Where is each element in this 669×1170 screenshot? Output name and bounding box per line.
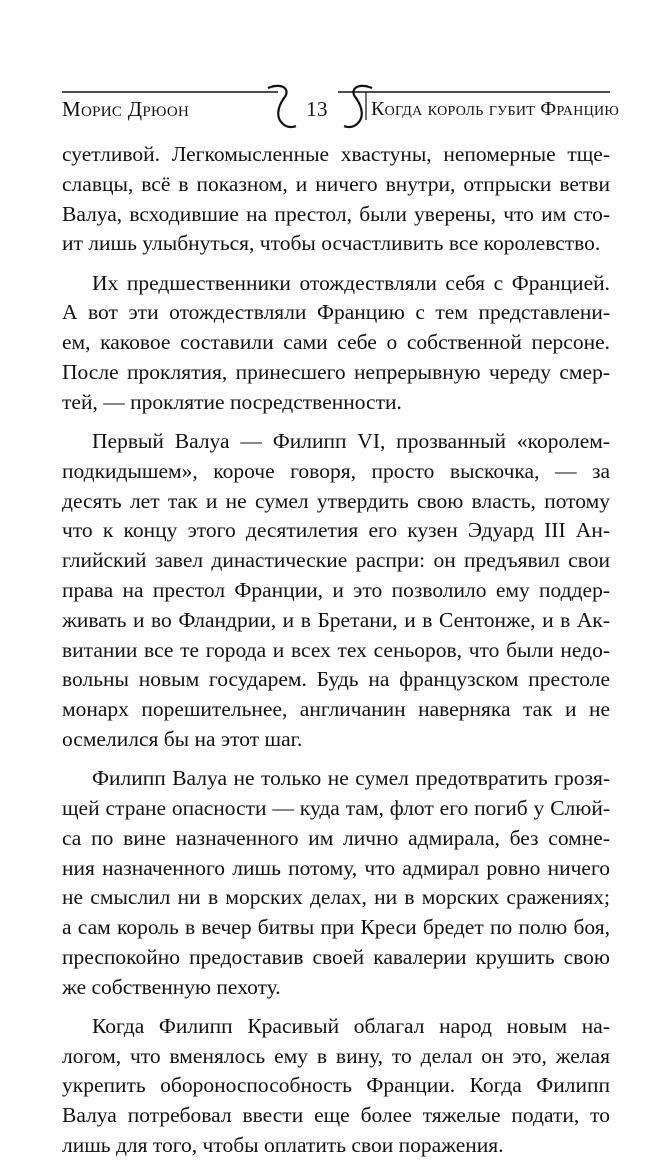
text-line: монарх порешительнее, англичанин наверняка так и не: [62, 697, 610, 722]
paragraph: [62, 269, 610, 418]
text-line: укрепить обороноспособность Франции. Когда Филипп: [62, 1073, 610, 1098]
text-line: живать и во Фландрии, и в Бретани, и в Сентонже, и в Ак-: [62, 607, 610, 632]
text-line: Валуа, всходившие на престол, были уверены, что им сто-: [62, 201, 610, 226]
text-line: витании все те города и всех тех сеньоров, что были недо-: [62, 637, 610, 662]
text-line: славцы, всё в показном, и ничего внутри, отпрыски ветви: [62, 171, 610, 196]
text-line: десять лет так и не сумел утвердить свою власть, потому: [62, 488, 610, 513]
text-line: Валуа потребовал ввести еще более тяжелые подати, то: [62, 1103, 610, 1128]
text-line: а сам король в вечер битвы при Креси бредет по полю боя,: [62, 915, 610, 940]
text-line: ния назначенного лишь потому, что адмирал ровно ничего: [62, 855, 610, 880]
text-line: что к концу этого десятилетия его кузен Эдуард III Ан-: [62, 518, 610, 543]
page-number: 13: [306, 97, 328, 121]
paragraph: [62, 140, 610, 259]
text-line: А вот эти отождествляли Францию с тем представлени-: [62, 300, 610, 325]
text-line: После проклятия, принесшего непрерывную череду смер-: [62, 359, 610, 384]
text-line: Когда Филипп Красивый облагал народ новым на-: [92, 1013, 610, 1038]
text-line: осмелился бы на этот шаг.: [62, 726, 303, 751]
text-line: права на престол Франции, и это позволило ему поддер-: [62, 577, 610, 602]
text-line: вольны новым государем. Будь на французском престоле: [62, 667, 610, 692]
text-line: преспокойно предоставив своей кавалерии крушить свою: [62, 944, 610, 969]
header-author: Морис Дрюон: [62, 97, 190, 121]
text-line: ит лишь улыбнуться, чтобы осчастливить все королевство.: [62, 231, 601, 256]
header-book-title: Когда король губит Францию: [371, 98, 620, 120]
text-line: подкидышем», короче говоря, просто выскочка, — за: [62, 458, 610, 483]
paragraph: [62, 764, 610, 1002]
text-line: са по вине назначенного им лично адмирала, без сомне-: [62, 825, 610, 850]
text-line: глийский завел династические распри: он предъявил свои: [62, 548, 610, 573]
text-line: лишь для того, чтобы оплатить свои поражения.: [62, 1133, 504, 1158]
text-line: щей стране опасности — куда там, флот его погиб у Слюй-: [62, 795, 610, 820]
text-line: логом, что вменялось ему в вину, то делал он это, желая: [62, 1043, 610, 1068]
paragraph: [62, 427, 610, 755]
text-line: не смыслил ни в морских делах, ни в морских сражениях;: [62, 885, 610, 910]
page-body-text: [62, 140, 610, 1170]
text-line: же собственную пехоту.: [62, 974, 281, 999]
running-header: [0, 0, 669, 140]
text-line: ем, каковое составили сами себе о собственной персоне.: [62, 330, 610, 355]
paragraph: [62, 1012, 610, 1161]
text-line: Филипп Валуа не только не сумел предотвратить грозя-: [92, 766, 610, 791]
text-line: суетливой. Легкомысленные хвастуны, непомерные тще-: [62, 142, 610, 166]
text-line: тей, — проклятие посредственности.: [62, 389, 402, 414]
text-line: Первый Валуа — Филипп VI, прозванный «королем-: [92, 428, 610, 453]
text-line: Их предшественники отождествляли себя с Францией.: [92, 270, 610, 295]
